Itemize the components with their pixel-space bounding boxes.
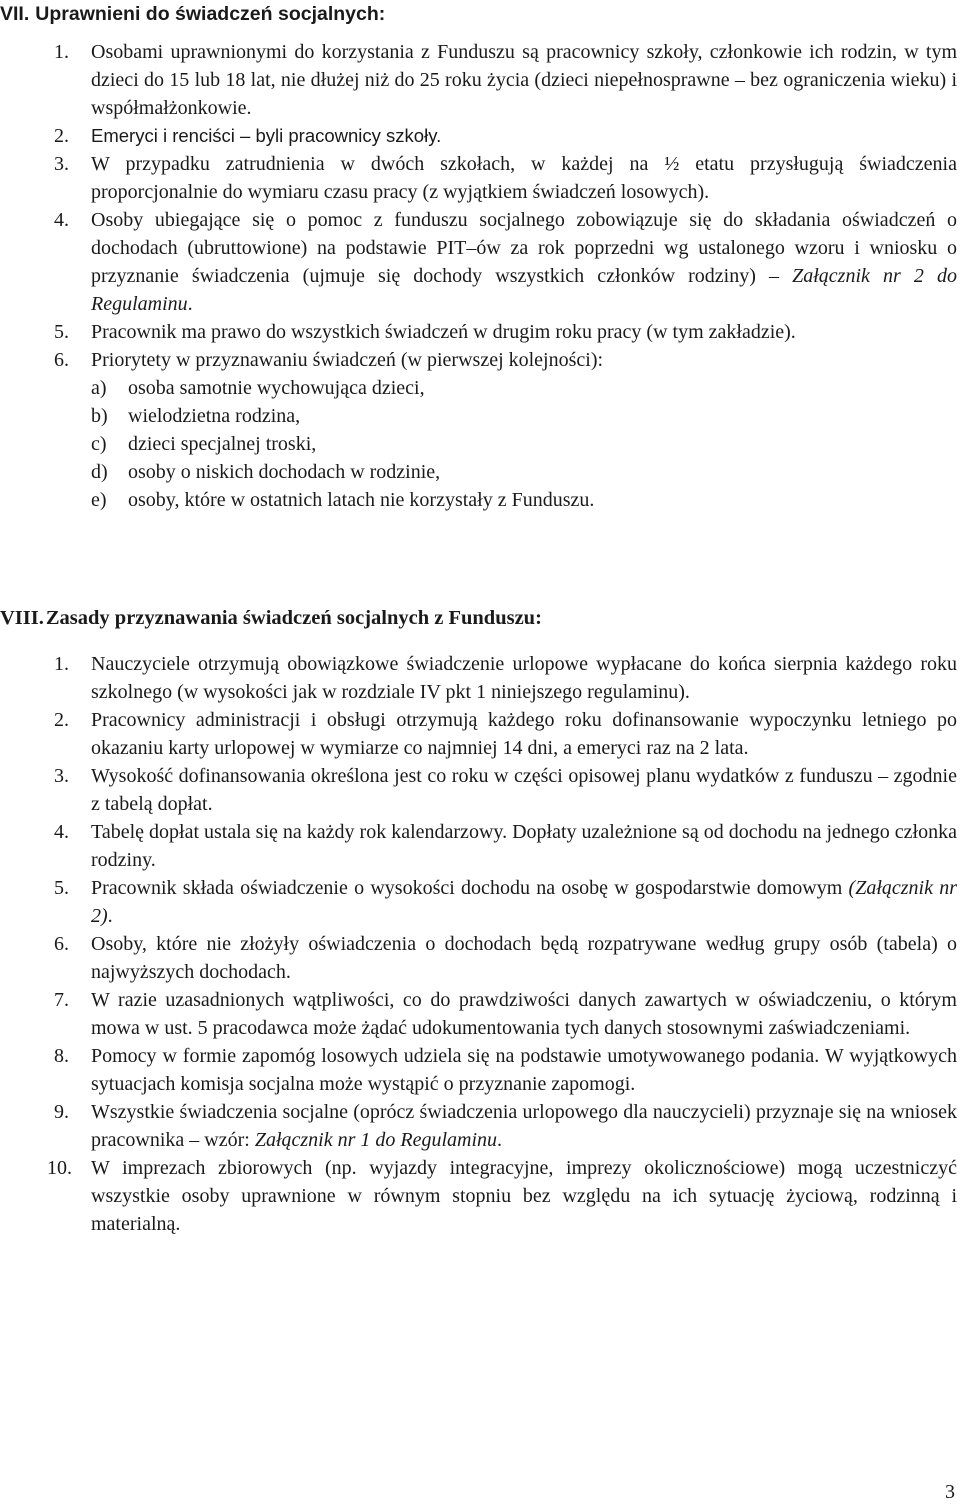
item-number: 3. (54, 765, 69, 787)
item-text: Tabelę dopłat ustala się na każdy rok kalendarzowy. Dopłaty uzależnione są od dochodu na jednego członka rodziny. (91, 821, 957, 871)
item-text: Pracownicy administracji i obsługi otrzymują każdego roku dofinansowanie wypoczynku letniego po okazaniu karty urlopowej w wymiarze co najmniej 14 dni, a emeryci raz na 2 lata. (91, 709, 957, 759)
item-text-end: . (187, 293, 193, 315)
attachment-reference: Załącznik nr 2 do Regulaminu (91, 265, 957, 315)
item-text: Nauczyciele otrzymują obowiązkowe świadczenie urlopowe wypłacane do końca sierpnia każdego roku szkolnego (w wysokości jak w rozdziale IV pkt 1 niniejszego regulaminu). (91, 653, 957, 703)
section-7-item-5 (54, 318, 957, 346)
section-8-item-1 (54, 650, 957, 706)
section-8-item-5 (54, 874, 957, 930)
section-8-item-2 (54, 706, 957, 762)
sub-text: wielodzietna rodzina, (128, 405, 301, 427)
section-8-list (47, 650, 958, 1238)
section-7-item-6 (54, 346, 957, 514)
item-text-end: . (107, 905, 113, 927)
item-number: 1. (54, 41, 69, 63)
item-number: 2. (54, 709, 69, 731)
priority-item-e (91, 486, 957, 514)
item-text: Osoby, które nie złożyły oświadczenia o dochodach będą rozpatrywane według grupy osób (tabela) o najwyższych dochodach. (91, 933, 957, 983)
item-number: 10. (47, 1157, 72, 1179)
section-8-item-7 (54, 986, 957, 1042)
sub-letter: c) (91, 433, 107, 455)
item-text: Pracownik składa oświadczenie o wysokości dochodu na osobę w gospodarstwie domowym (91, 877, 849, 899)
sub-text: osoba samotnie wychowująca dzieci, (128, 377, 425, 399)
item-text: W imprezach zbiorowych (np. wyjazdy integracyjne, imprezy okolicznościowe) mogą uczestniczyć wszystkie osoby uprawnione w równym stopniu bez względu na ich sytuację życiową, rodzinną i materialną. (91, 1157, 957, 1235)
section-8-item-9 (54, 1098, 957, 1154)
item-text: Wszystkie świadczenia socjalne (oprócz świadczenia urlopowego dla nauczycieli) przyznaje się na wniosek pracownika – wzór: (91, 1101, 957, 1151)
priority-item-b (91, 402, 957, 430)
priority-item-d (91, 458, 957, 486)
item-number: 3. (54, 153, 69, 175)
section-8-item-3 (54, 762, 957, 818)
item-text: W razie uzasadnionych wątpliwości, co do prawdziwości danych zawartych w oświadczeniu, o którym mowa w ust. 5 pracodawca może żądać udokumentowania tych danych stosownymi zaświadczeniami. (91, 989, 957, 1039)
item-text: Priorytety w przyznawaniu świadczeń (w pierwszej kolejności): (91, 349, 604, 371)
section-7-item-2 (54, 122, 957, 150)
section-7-number: VII. (0, 3, 30, 25)
section-7-item-3 (54, 150, 957, 206)
item-number: 5. (54, 321, 69, 343)
section-8-item-8 (54, 1042, 957, 1098)
section-8-heading (0, 604, 542, 632)
item-text: W przypadku zatrudnienia w dwóch szkołach, w każdej na ½ etatu przysługują świadczenia proporcjonalnie do wymiaru czasu pracy (z wyjątkiem świadczeń losowych). (91, 153, 957, 203)
item-number: 6. (54, 349, 69, 371)
sub-letter: d) (91, 461, 108, 483)
item-text: Emeryci i renciści – byli pracownicy szkoły. (91, 125, 442, 146)
item-text: Pomocy w formie zapomóg losowych udziela się na podstawie umotywowanego podania. W wyjątkowych sytuacjach komisja socjalna może wystąpić o przyznanie zapomogi. (91, 1045, 957, 1095)
section-8-number: VIII. (0, 607, 44, 629)
item-text: Osobami uprawnionymi do korzystania z Funduszu są pracownicy szkoły, członkowie ich rodzin, w tym dzieci do 15 lub 18 lat, nie dłużej niż do 25 roku życia (dzieci niepełnosprawne – bez ograniczenia wieku) i współmałżonkowie. (91, 41, 957, 119)
item-number: 2. (54, 125, 69, 147)
section-8-item-4 (54, 818, 957, 874)
sub-letter: e) (91, 489, 107, 511)
attachment-reference: (Załącznik nr 2) (91, 877, 958, 927)
item-text: Osoby ubiegające się o pomoc z funduszu socjalnego zobowiązuje się do składania oświadczeń o dochodach (ubruttowione) na podstawie PIT–ów za rok poprzedni wg ustalonego wzoru i wniosku o przyznanie świadczenia (ujmuje się dochody wszystkich członków rodziny) – (91, 209, 957, 287)
sub-text: osoby, które w ostatnich latach nie korzystały z Funduszu. (128, 489, 595, 511)
sub-text: dzieci specjalnej troski, (128, 433, 317, 455)
item-number: 6. (54, 933, 69, 955)
section-7-item-4 (54, 206, 957, 318)
section-8-item-10 (47, 1154, 957, 1238)
section-7-item-1 (54, 38, 957, 122)
item-number: 1. (54, 653, 69, 675)
priority-item-c (91, 430, 957, 458)
sub-text: osoby o niskich dochodach w rodzinie, (128, 461, 441, 483)
item-number: 4. (54, 209, 69, 231)
section-7-heading (0, 0, 385, 28)
page-number: 3 (945, 1481, 955, 1503)
item-number: 7. (54, 989, 69, 1011)
section-8-item-6 (54, 930, 957, 986)
item-number: 4. (54, 821, 69, 843)
priority-sublist (91, 374, 957, 514)
item-text: Pracownik ma prawo do wszystkich świadczeń w drugim roku pracy (w tym zakładzie). (91, 321, 796, 343)
item-number: 9. (54, 1101, 69, 1123)
section-7-title: Uprawnieni do świadczeń socjalnych: (35, 3, 386, 25)
item-number: 8. (54, 1045, 69, 1067)
section-7-list (54, 38, 957, 514)
priority-item-a (91, 374, 957, 402)
attachment-reference: Załącznik nr 1 do Regulaminu (254, 1129, 498, 1151)
item-number: 5. (54, 877, 69, 899)
item-text-end: . (497, 1129, 503, 1151)
sub-letter: a) (91, 377, 107, 399)
sub-letter: b) (91, 405, 108, 427)
item-text: Wysokość dofinansowania określona jest co roku w części opisowej planu wydatków z funduszu – zgodnie z tabelą dopłat. (91, 765, 957, 815)
section-8-title: Zasady przyznawania świadczeń socjalnych z Funduszu: (45, 607, 542, 629)
